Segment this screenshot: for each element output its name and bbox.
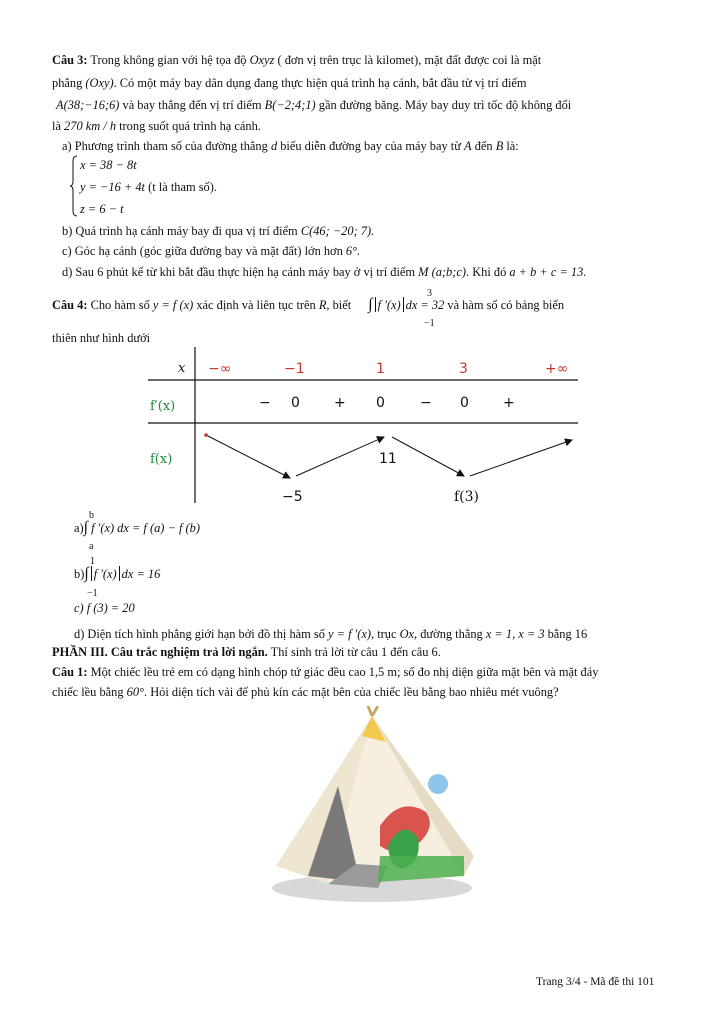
q3-line3 xyxy=(56,97,571,113)
x-one: 1 xyxy=(376,361,385,377)
q3-text: c) Góc hạ cánh (góc giữa đường bay và mặt đất) lớn hơn xyxy=(62,244,346,258)
q3-text: ( đơn vị trên trục là kilomet), mặt đất được coi là mặt xyxy=(274,53,542,67)
q3-option-a xyxy=(62,138,519,154)
q3-line4 xyxy=(52,118,261,134)
parameter-note: (t là tham số). xyxy=(145,180,217,194)
axis-ox: Ox xyxy=(399,627,415,641)
equation-y-line xyxy=(80,179,217,195)
f-min-value: −5 xyxy=(282,489,303,505)
q4-label: Câu 4: xyxy=(52,298,88,312)
integral-expression: f '(x) dx = f (a) − f (b) xyxy=(91,521,200,535)
integrand: f '(x) xyxy=(93,567,117,581)
q1-text: . Hỏi diện tích vải để phủ kín các mặt bên của chiếc lều bằng bao nhiêu mét vuông? xyxy=(144,685,559,699)
equation-x: x = 38 − 8t xyxy=(80,158,137,172)
real-set: R xyxy=(318,298,327,312)
x-neg-inf: −∞ xyxy=(208,361,232,377)
q4-option-d xyxy=(74,626,587,642)
oxy-symbol: (Oxy) xyxy=(85,76,114,90)
q3-option-c xyxy=(62,243,360,259)
q1-line1 xyxy=(52,664,598,680)
equation-z: z = 6 − t xyxy=(80,202,124,216)
q4-line1 xyxy=(52,297,564,313)
x-minus-one: −1 xyxy=(284,361,305,377)
q4-text: , biết xyxy=(326,298,355,312)
abs-bar xyxy=(403,297,404,312)
q3-text: a) Phương trình tham số của đường thẳng xyxy=(62,139,271,153)
start-dot xyxy=(204,433,208,437)
abs-bar xyxy=(119,566,120,581)
q3-text: trong suốt quá trình hạ cánh. xyxy=(116,119,261,133)
x-pos-inf: +∞ xyxy=(545,361,569,377)
equation-y: y = −16 + 4t xyxy=(80,180,146,194)
sign-minus: − xyxy=(259,395,271,411)
row-label-x: x xyxy=(178,361,186,376)
q3-text: đến xyxy=(471,139,496,153)
bound-lines: x = 1, x = 3 xyxy=(485,627,545,641)
q3-line1 xyxy=(52,52,541,68)
increase-arrow xyxy=(296,437,384,476)
integral-lower: −1 xyxy=(424,318,435,329)
variation-table xyxy=(148,345,578,505)
sign-zero: 0 xyxy=(460,395,469,411)
q3-text: d) Sau 6 phút kể từ khi bắt đầu thực hiện hạ cánh máy bay ở vị trí điểm xyxy=(62,265,419,279)
angle-value: 60° xyxy=(126,685,145,699)
q4-option-a xyxy=(74,520,200,536)
speed-value: 270 km / h xyxy=(64,119,117,133)
integral-lower: −1 xyxy=(87,588,98,599)
q3-text: và bay thẳng đến vị trí điểm xyxy=(119,98,265,112)
sum-equation: a + b + c = 13. xyxy=(509,265,587,279)
q4-text: d) Diện tích hình phẳng giới hạn bởi đồ thị hàm số xyxy=(74,627,329,641)
integral-upper: 3 xyxy=(427,288,432,299)
sign-plus: + xyxy=(334,395,346,411)
f-max-value: 11 xyxy=(379,451,397,467)
q4-text: bằng 16 xyxy=(544,627,588,641)
page-footer: Trang 3/4 - Mã đề thi 101 xyxy=(536,976,655,988)
x-three: 3 xyxy=(459,361,468,377)
q3-text: phẳng xyxy=(52,76,86,90)
symbol-a: A xyxy=(464,139,472,153)
q3-text: gần đường băng. Máy bay duy trì tốc độ không đổi xyxy=(315,98,572,112)
q4-text: , trục xyxy=(371,627,400,641)
f-three-value: f(3) xyxy=(454,489,480,505)
q1-text: chiếc lều bằng xyxy=(52,685,127,699)
symbol-b: B xyxy=(495,139,504,153)
q3-text: là xyxy=(52,119,65,133)
q4-text: và hàm số có bảng biến xyxy=(444,298,565,312)
sign-minus: − xyxy=(420,395,432,411)
decrease-arrow xyxy=(206,435,290,478)
q4-text: Cho hàm số xyxy=(87,298,153,312)
row-label-fprime: f′(x) xyxy=(150,399,176,414)
integrand: f '(x) xyxy=(377,298,401,312)
angle-value: 6°. xyxy=(345,244,361,258)
integral-sign: ∫ xyxy=(368,296,373,313)
function-fprime: y = f '(x) xyxy=(328,627,372,641)
q3-text: b) Quá trình hạ cánh máy bay đi qua vị trí điểm xyxy=(62,224,301,238)
q4-option-c: c) f (3) = 20 xyxy=(74,601,135,615)
part3-title: PHẦN III. Câu trắc nghiệm trả lời ngắn. xyxy=(52,645,268,659)
point-b: B(−2;4;1) xyxy=(264,98,316,112)
line-d: d xyxy=(270,139,278,153)
integral-sign: ∫ xyxy=(83,519,89,536)
point-a: A(38;−16;6) xyxy=(56,98,120,112)
sign-plus: + xyxy=(503,395,515,411)
q3-text: là: xyxy=(503,139,519,153)
q1-label: Câu 1: xyxy=(52,665,88,679)
q1-line2 xyxy=(52,684,559,700)
point-m: M (a;b;c) xyxy=(418,265,466,279)
sign-zero: 0 xyxy=(291,395,300,411)
integral-sign: ∫ xyxy=(84,565,89,582)
abs-bar xyxy=(375,297,376,312)
point-c: C(46; −20; 7). xyxy=(300,224,375,238)
q4-option-b xyxy=(74,566,160,582)
increase-arrow xyxy=(470,440,572,476)
system-brace xyxy=(70,155,78,217)
option-label: b) xyxy=(74,567,85,581)
tent-pole xyxy=(372,706,378,716)
tent-grass xyxy=(378,856,464,882)
q3-line2 xyxy=(52,75,527,91)
function-y: y = f (x) xyxy=(152,298,194,312)
tent-image xyxy=(268,706,476,916)
option-label: a) xyxy=(74,521,84,535)
q3-option-b xyxy=(62,223,374,239)
q4-text: xác định và liên tục trên xyxy=(193,298,319,312)
q3-text: biểu diễn đường bay của máy bay từ xyxy=(277,139,465,153)
abs-bar xyxy=(91,566,92,581)
decrease-arrow xyxy=(392,437,464,476)
q3-text: Trong không gian với hệ tọa độ xyxy=(87,53,250,67)
integral-upper: b xyxy=(89,510,94,521)
part3-heading xyxy=(52,644,441,660)
integral-rhs: dx = 16 xyxy=(121,567,161,581)
integral-lower: a xyxy=(89,541,94,552)
q3-option-d xyxy=(62,264,586,280)
integral-upper: 1 xyxy=(90,556,95,567)
q4-text: , đường thẳng xyxy=(414,627,486,641)
tent-bubble xyxy=(428,774,448,794)
integral-rhs: dx = 32 xyxy=(405,298,445,312)
q1-text: Một chiếc lều trẻ em có dạng hình chóp tứ giác đều cao 1,5 m; số đo nhị diện giữa mặt bên và mặt đáy xyxy=(87,665,599,679)
part3-instruction: Thí sinh trả lời từ câu 1 đến câu 6. xyxy=(267,645,441,659)
oxyz-symbol: Oxyz xyxy=(249,53,275,67)
row-label-f: f(x) xyxy=(150,452,173,467)
sign-zero: 0 xyxy=(376,395,385,411)
q3-text: . Khi đó xyxy=(466,265,510,279)
q3-label: Câu 3: xyxy=(52,53,88,67)
q4-line2: thiên như hình dưới xyxy=(52,331,151,345)
q3-text: . Có một máy bay dân dụng đang thực hiện quá trình hạ cánh, bắt đầu từ vị trí điểm xyxy=(113,76,527,90)
